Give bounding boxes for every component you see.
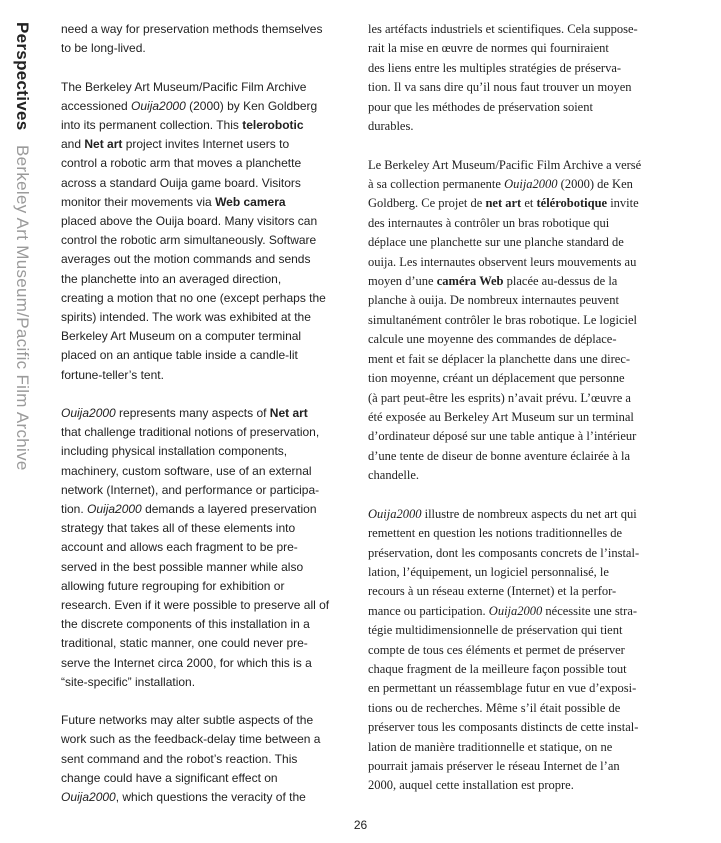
text-line: averages out the motion commands and sends: [61, 252, 311, 267]
text-line: des internautes à contrôler un bras robotique qui: [368, 215, 610, 230]
text-line: including physical installation components,: [61, 444, 288, 459]
text-line: 2000, auquel cette installation est propre.: [368, 778, 574, 793]
text-line: compte de tous ces éléments et permet de préserver: [368, 642, 625, 657]
text-line: d’ordinateur déposé sur une table antique à l’intérieur: [368, 429, 637, 444]
text-line: machinery, custom software, use of an external: [61, 463, 312, 478]
section-title: Perspectives: [13, 22, 32, 131]
text-line: déplace une planchette sur une planche standard de: [368, 235, 624, 250]
text-line: préservation, dont les composants concrets de l’instal-: [368, 545, 640, 560]
text-line: allowing future regrouping for exhibition or: [61, 578, 285, 593]
text-line: strategy that takes all of these elements into: [61, 521, 296, 536]
text-line: des liens entre les multiples stratégies de préserva-: [368, 60, 622, 75]
running-header: [14, 22, 31, 471]
text-line: remettent en question les notions traditionnelles de: [368, 526, 623, 541]
paragraph: [61, 404, 343, 692]
text-line: en permettant un réassemblage futur en vue d’exposi-: [368, 681, 637, 696]
paragraph: [368, 505, 658, 796]
text-line: that challenge traditional notions of preservation,: [61, 425, 320, 440]
text-line: mance ou participation. Ouija2000 nécessite une stra-: [368, 603, 638, 618]
text-line: recours à un réseau externe (Internet) et la perfor-: [368, 584, 617, 599]
text-line: moyen d’une caméra Web placée au-dessus de la: [368, 274, 618, 289]
text-line: calcule une moyenne des commandes de déplace-: [368, 332, 617, 347]
text-line: serve the Internet circa 2000, for which this is a: [61, 655, 312, 670]
text-line: ouija. Les internautes observent leurs mouvements au: [368, 254, 637, 269]
text-line: The Berkeley Art Museum/Pacific Film Archive: [61, 79, 307, 94]
text-line: simultanément contrôler le bras robotique. Le logiciel: [368, 312, 638, 327]
text-line: pour que les méthodes de préservation soient: [368, 99, 593, 114]
text-line: tions ou de recherches. Même s’il était possible de: [368, 700, 621, 715]
text-line: fortune-teller’s tent.: [61, 367, 164, 382]
text-line: chaque fragment de la meilleure façon possible tout: [368, 661, 627, 676]
text-line: and Net art project invites Internet users to: [61, 137, 290, 152]
text-line: Future networks may alter subtle aspects of the: [61, 713, 314, 728]
text-line: durables.: [368, 119, 414, 134]
text-line: tion moyenne, créant un déplacement que personne: [368, 371, 625, 386]
text-line: tégie multidimensionnelle de préservation qui tient: [368, 623, 623, 638]
text-line: (à part peut-être les esprits) n’avait prévu. L’œuvre a: [368, 390, 631, 405]
text-line: into its permanent collection. This telerobotic: [61, 118, 304, 132]
text-line: préserver tous les composants distincts de cette instal-: [368, 720, 639, 735]
text-line: Le Berkeley Art Museum/Pacific Film Archive a versé: [368, 157, 642, 172]
text-line: “site-specific” installation.: [61, 674, 196, 689]
text-line: control a robotic arm that moves a planchette: [61, 156, 302, 171]
text-line: Ouija2000, which questions the veracity of the: [61, 790, 306, 805]
text-line: tion. Il va sans dire qu’il nous faut trouver un moyen: [368, 80, 632, 95]
section-subtitle: Berkeley Art Museum/Pacific Film Archive: [13, 145, 32, 471]
text-line: placed above the Ouija board. Many visitors can: [61, 214, 318, 229]
text-line: placed on an antique table inside a candle-lit: [61, 348, 298, 363]
text-line: Ouija2000 represents many aspects of Net art: [61, 406, 308, 421]
text-line: Ouija2000 illustre de nombreux aspects du net art qui: [368, 506, 637, 521]
text-line: les artéfacts industriels et scientifiques. Cela suppose-: [368, 22, 638, 36]
text-line: lation, l’équipement, un logiciel personnalisé, le: [368, 564, 609, 579]
text-line: ment et fait se déplacer la planchette dans une direc-: [368, 351, 631, 366]
text-line: d’une tente de diseur de bonne aventure éclairée à la: [368, 448, 631, 463]
paragraph: [61, 711, 343, 807]
text-line: traditional, static manner, one could never pre-: [61, 636, 308, 651]
paragraph: [61, 78, 343, 385]
text-line: control the robotic arm simultaneously. Software: [61, 233, 317, 248]
text-line: spirits) intended. The work was exhibited at the: [61, 310, 311, 325]
text-line: work such as the feedback-delay time between a: [61, 732, 321, 747]
paragraph: [368, 20, 658, 136]
text-line: change could have a significant effect on: [61, 770, 278, 785]
text-line: tion. Ouija2000 demands a layered preservation: [61, 502, 317, 517]
text-line: across a standard Ouija game board. Visitors: [61, 175, 301, 190]
text-line: planche à ouija. De nombreux internautes peuvent: [368, 293, 619, 308]
text-line: the discrete components of this installation in a: [61, 617, 310, 632]
text-line: to be long-lived.: [61, 41, 146, 56]
paragraph: [61, 20, 343, 58]
text-line: rait la mise en œuvre de normes qui fourniraient: [368, 41, 609, 56]
text-line: lation de manière traditionnelle et statique, on ne: [368, 739, 613, 754]
paragraph: [368, 156, 658, 486]
text-line: Goldberg. Ce projet de net art et télérobotique invite: [368, 196, 639, 211]
text-line: sent command and the robot’s reaction. This: [61, 751, 298, 766]
text-line: served in the best possible manner while also: [61, 559, 304, 574]
text-line: account and allows each fragment to be pre-: [61, 540, 298, 555]
text-line: accessioned Ouija2000 (2000) by Ken Goldberg: [61, 98, 318, 113]
text-line: monitor their movements via Web camera: [61, 194, 286, 209]
text-line: network (Internet), and performance or participa-: [61, 482, 320, 497]
text-line: creating a motion that no one (except perhaps the: [61, 290, 326, 305]
english-column: [61, 20, 343, 826]
text-line: pourrait jamais préserver le réseau Internet de l’an: [368, 759, 620, 773]
text-line: chandelle.: [368, 468, 420, 483]
text-line: à sa collection permanente Ouija2000 (2000) de Ken: [368, 177, 633, 192]
french-column: [368, 20, 658, 815]
text-line: été exposée au Berkeley Art Museum sur un terminal: [368, 409, 634, 424]
text-line: Berkeley Art Museum on a computer terminal: [61, 329, 302, 344]
text-line: research. Even if it were possible to preserve all of: [61, 598, 330, 613]
text-line: the planchette into an averaged direction,: [61, 271, 282, 286]
text-line: need a way for preservation methods themselves: [61, 22, 323, 36]
page-number: 26: [353, 818, 368, 832]
